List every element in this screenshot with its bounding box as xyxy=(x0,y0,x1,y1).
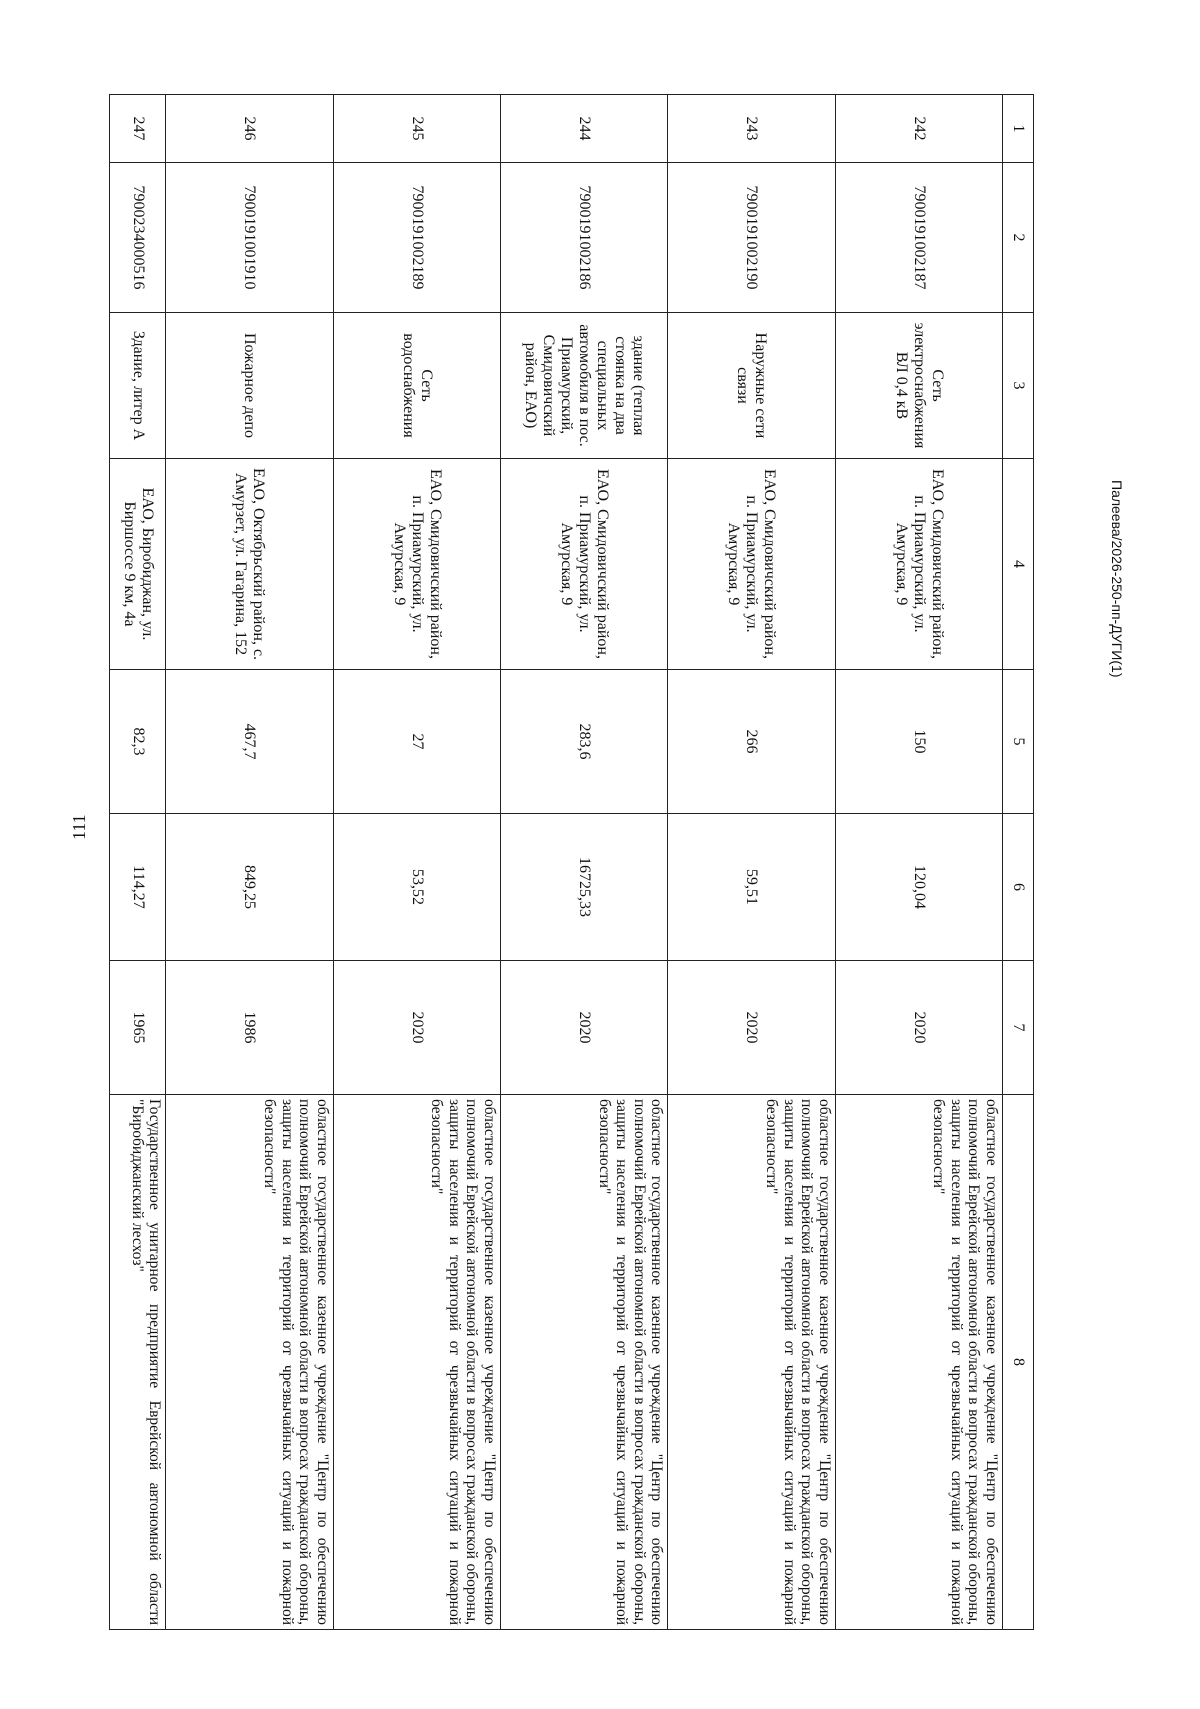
value-col5: 283,6 xyxy=(500,670,667,814)
object-name: Пожарное депо xyxy=(166,313,333,459)
object-name: здание (теплая стоянка на два специальных автомобиля в пос. Приамурский, Смидовичский район, ЕАО) xyxy=(500,313,667,459)
registry-code: 7900191002186 xyxy=(500,163,667,313)
registry-code: 7900191002189 xyxy=(333,163,500,313)
row-number: 246 xyxy=(166,95,333,163)
object-address: ЕАО, Смидовичский район, п. Приамурский, ул. Амурская, 9 xyxy=(500,459,667,670)
rights-holder: областное государственное казенное учреждение "Центр по обеспечению полномочий Еврейской автономной области в вопросах гражданской обороны, защиты населения и территорий от чрезвычайных ситуаций и пожарной безопасности" xyxy=(668,1095,835,1630)
header-cell: 3 xyxy=(1003,313,1034,459)
value-col5: 82,3 xyxy=(110,670,166,814)
header-cell: 1 xyxy=(1003,95,1034,163)
object-name: Наружные сети связи xyxy=(668,313,835,459)
rights-holder: областное государственное казенное учреждение "Центр по обеспечению полномочий Еврейской автономной области в вопросах гражданской обороны, защиты населения и территорий от чрезвычайных ситуаций и пожарной безопасности" xyxy=(500,1095,667,1630)
year: 2020 xyxy=(333,961,500,1095)
registry-code: 7900191002187 xyxy=(835,163,1002,313)
value-col6: 114,27 xyxy=(110,814,166,961)
header-cell: 6 xyxy=(1003,814,1034,961)
rights-holder: Государственное унитарное предприятие Еврейской автономной области "Биробиджанский лесхоз" xyxy=(110,1095,166,1630)
rights-holder: областное государственное казенное учреждение "Центр по обеспечению полномочий Еврейской автономной области в вопросах гражданской обороны, защиты населения и территорий от чрезвычайных ситуаций и пожарной безопасности" xyxy=(166,1095,333,1630)
header-cell: 2 xyxy=(1003,163,1034,313)
object-address: ЕАО, Смидовичский район, п. Приамурский, ул. Амурская, 9 xyxy=(835,459,1002,670)
year: 2020 xyxy=(668,961,835,1095)
table-row xyxy=(500,95,667,1630)
rights-holder: областное государственное казенное учреждение "Центр по обеспечению полномочий Еврейской автономной области в вопросах гражданской обороны, защиты населения и территорий от чрезвычайных ситуаций и пожарной безопасности" xyxy=(333,1095,500,1630)
row-number: 243 xyxy=(668,95,835,163)
year: 2020 xyxy=(500,961,667,1095)
object-name: Сеть водоснабжения xyxy=(333,313,500,459)
header-cell: 7 xyxy=(1003,961,1034,1095)
table-row xyxy=(668,95,835,1630)
value-col6: 120,04 xyxy=(835,814,1002,961)
object-name: Сеть электроснабжения ВЛ 0,4 кВ xyxy=(835,313,1002,459)
value-col5: 27 xyxy=(333,670,500,814)
row-number: 242 xyxy=(835,95,1002,163)
document-code: Палеева/2026-250-пп-ДУГИ(1) xyxy=(1109,480,1125,678)
value-col6: 849,25 xyxy=(166,814,333,961)
header-cell: 8 xyxy=(1003,1095,1034,1630)
row-number: 247 xyxy=(110,95,166,163)
object-address: ЕАО, Смидовичский район, п. Приамурский, ул. Амурская, 9 xyxy=(668,459,835,670)
value-col5: 266 xyxy=(668,670,835,814)
object-name: Здание, литер А xyxy=(110,313,166,459)
object-address: ЕАО, Октябрьский район, с. Амурзет, ул. Гагарина, 152 xyxy=(166,459,333,670)
value-col6: 16725,33 xyxy=(500,814,667,961)
header-cell: 4 xyxy=(1003,459,1034,670)
registry-table-container xyxy=(109,94,1034,1629)
value-col6: 59,51 xyxy=(668,814,835,961)
object-address: ЕАО, Смидовичский район, п. Приамурский, ул. Амурская, 9 xyxy=(333,459,500,670)
rights-holder: областное государственное казенное учреждение "Центр по обеспечению полномочий Еврейской автономной области в вопросах гражданской обороны, защиты населения и территорий от чрезвычайных ситуаций и пожарной безопасности" xyxy=(835,1095,1002,1630)
row-number: 244 xyxy=(500,95,667,163)
year: 2020 xyxy=(835,961,1002,1095)
registry-code: 7900191002190 xyxy=(668,163,835,313)
table-row xyxy=(835,95,1002,1630)
value-col5: 467,7 xyxy=(166,670,333,814)
header-row xyxy=(1003,95,1034,1630)
row-number: 245 xyxy=(333,95,500,163)
registry-code: 7900234000516 xyxy=(110,163,166,313)
table-row xyxy=(110,95,166,1630)
page-number: 111 xyxy=(69,814,89,840)
year: 1986 xyxy=(166,961,333,1095)
table-row xyxy=(166,95,333,1630)
registry-table xyxy=(109,94,1034,1630)
table-row xyxy=(333,95,500,1630)
value-col5: 150 xyxy=(835,670,1002,814)
value-col6: 53,52 xyxy=(333,814,500,961)
header-cell: 5 xyxy=(1003,670,1034,814)
year: 1965 xyxy=(110,961,166,1095)
object-address: ЕАО, Биробиджан, ул. Биршоссе 9 км, 4а xyxy=(110,459,166,670)
registry-code: 7900191001910 xyxy=(166,163,333,313)
